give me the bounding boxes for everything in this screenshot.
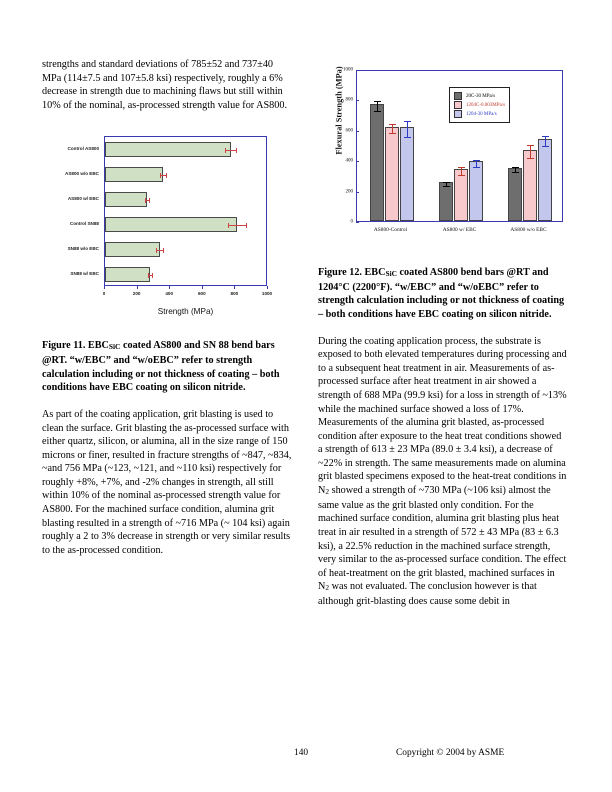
figure-11-error-cap	[246, 223, 247, 228]
figure-11-error-bar	[156, 250, 163, 251]
figure-12-bar	[508, 168, 522, 222]
figure-11-plot-area	[104, 136, 267, 286]
figure-11-caption-text-1: Figure 11. EBC	[42, 340, 109, 352]
figure-12-bar	[469, 161, 483, 221]
figure-11-caption	[42, 339, 292, 395]
figure-11-category-label: AS800 w/ EBC	[67, 195, 99, 201]
figure-12-error-cap	[512, 167, 519, 168]
figure-12-legend-entry	[454, 92, 505, 100]
figure-11-tick-label: 0	[102, 291, 106, 297]
figure-11-error-cap	[163, 248, 164, 253]
figure-11-category-label: SN88 w/o EBC	[67, 245, 99, 251]
figure-11-x-axis-title: Strength (MPa)	[157, 307, 214, 317]
figure-11-error-cap	[152, 273, 153, 278]
figure-12-error-bar	[461, 167, 462, 176]
figure-12-tick-label: 0	[350, 219, 353, 225]
figure-11-tick-label: 1000	[261, 291, 273, 297]
figure-11-tick-mark	[267, 286, 268, 289]
figure-12-error-cap	[542, 136, 549, 137]
figure-12-caption-text-2: coated AS800 bend bars @RT and 1204°C (2200°F). “w/EBC” and “w/oEBC” refer to strength calculation including or not thickness of coating – both conditions have EBC coating on silicon nitride.	[318, 267, 565, 320]
figure-12-legend-swatch	[454, 110, 462, 118]
figure-11-chart	[42, 125, 292, 325]
figure-11-tick-mark	[137, 286, 138, 289]
figure-11-error-cap	[156, 248, 157, 253]
figure-12-error-cap	[443, 182, 450, 183]
figure-12-tick-label: 1000	[343, 67, 353, 73]
figure-12-caption-subscript: SiC	[385, 269, 397, 279]
figure-12-bar	[538, 139, 552, 221]
figure-12-bar	[400, 127, 414, 221]
figure-12-error-bar	[476, 160, 477, 167]
figure-12-legend-label: 20C-30 MPa/s	[466, 93, 496, 99]
figure-12-tick-label: 400	[345, 158, 353, 164]
right-paragraph-1	[318, 335, 568, 609]
figure-12-error-cap	[458, 175, 465, 176]
figure-12-error-cap	[473, 160, 480, 161]
page-number: 140	[294, 748, 309, 758]
figure-11-error-cap	[225, 148, 226, 153]
figure-11-tick-label: 200	[132, 291, 141, 297]
figure-11-error-cap	[148, 273, 149, 278]
right-column	[318, 58, 568, 622]
figure-12-error-cap	[404, 121, 411, 122]
figure-12-error-cap	[512, 172, 519, 173]
figure-12-error-bar	[392, 124, 393, 133]
figure-12-error-cap	[389, 124, 396, 125]
left-paragraph-1: strengths and standard deviations of 785±52 and 737±40 MPa (114±7.5 and 107±5.8 ksi) respectively, roughly a 6% decrease in strength due to machining flaws but still within 10% of the nominal, as-processed strength value for AS800.	[42, 59, 288, 111]
figure-11-tick-mark	[104, 286, 105, 289]
figure-11-category-label: AS800 w/o EBC	[65, 170, 99, 176]
figure-11-tick-label: 800	[230, 291, 239, 297]
figure-11-category-label: SN88 w/ EBC	[70, 270, 99, 276]
figure-12-y-axis-title: Flexural Strength (MPa)	[334, 66, 344, 155]
figure-12-error-cap	[389, 133, 396, 134]
figure-12-error-bar	[377, 101, 378, 112]
figure-12-legend-label: 1204-30 MPa/s	[466, 111, 497, 117]
figure-12-bar	[454, 169, 468, 221]
figure-11-error-cap	[145, 198, 146, 203]
figure-11-bar	[105, 242, 160, 257]
figure-12-tick-label: 600	[345, 128, 353, 134]
right-paragraph-text-c: was not evaluated. The conclusion however is that although grit-blasting does cause some debit in	[318, 581, 537, 608]
figure-11-bar	[105, 267, 150, 282]
figure-11-error-cap	[236, 148, 237, 153]
figure-11-bar	[105, 217, 237, 232]
figure-12-tick-label: 800	[345, 97, 353, 103]
figure-12-bar	[385, 127, 399, 221]
figure-12-error-cap	[542, 146, 549, 147]
figure-12-error-bar	[407, 121, 408, 137]
figure-12-tick-mark	[356, 131, 359, 132]
figure-12-legend-label: 1204C-0.003MPa/s	[466, 102, 506, 108]
right-paragraph-text-a: During the coating application process, the substrate is exposed to both elevated temperatures during processing and to a subsequent heat treatment in air. Measurements of as-processed surface after heat treatment in air showed a strength of 688 MPa (99.9 ksi) for a loss in strength of ~13% while the machined surface showed a loss of 17%. Measurements of the alumina grit blasted, as-processed condition after exposure to the heat treat conditions showed a strength of 613 ± 23 MPa (89.0 ± 3.4 ksi), a decrease of ~22% in strength. The same measurements made on alumina grit blasted specimens exposed to the heat-treat conditions in N	[318, 335, 567, 497]
figure-12-caption	[318, 266, 568, 322]
figure-12-category-label: AS800-Control	[373, 227, 408, 233]
figure-12-tick-label: 200	[345, 189, 353, 195]
figure-12-error-cap	[374, 111, 381, 112]
left-column	[42, 58, 292, 570]
figure-11-bar	[105, 167, 163, 182]
figure-12-category-label: AS800 w/ EBC	[442, 227, 477, 233]
figure-11-category-label: Control AS800	[67, 145, 99, 151]
left-paragraph-2: As part of the coating application, grit blasting is used to clean the surface. Grit blasting the as-processed surface with either quartz, silicon, or alumina, all in the size range of 150 microns or finer, resulted in fracture strengths of ~847, ~834, ~and 756 MPa (~123, ~121, and ~110 ksi) respectively for roughly +8%, +7%, and -2% changes in strength, all still within 10% of the nominal as-processed strength value for AS800. For the machined surface condition, alumina grit blasting resulted in a strength of ~716 MPa (~ 104 ksi) again roughly a 2 to 3% decrease in strength or very similar results to the as-processed condition.	[42, 408, 292, 556]
figure-11-error-cap	[166, 173, 167, 178]
figure-12-bar	[439, 182, 453, 221]
figure-12-tick-mark	[356, 70, 359, 71]
figure-12-error-cap	[473, 167, 480, 168]
figure-12-error-bar	[530, 145, 531, 157]
figure-11-error-cap	[228, 223, 229, 228]
figure-11-caption-subscript: SiC	[108, 342, 121, 352]
figure-12-chart	[318, 62, 573, 250]
right-paragraph-text-b: showed a strength of ~730 MPa (~106 ksi) almost the same value as the grit blasted only condition. For the machined surface condition, alumina grit blasting plus heat treat in air resulted in a strength of 572 ± 43 MPa (83 ± 6.3 ksi), a 22.5% reduction in the machined surface strength, very similar to the as-processed surface condition. The effect of heat-treatment on the grit blasted, machined surfaces in N	[318, 485, 567, 593]
figure-12-tick-mark	[356, 100, 359, 101]
figure-12-legend-entry	[454, 101, 505, 109]
figure-11-bar	[105, 192, 147, 207]
figure-12-error-cap	[404, 137, 411, 138]
figure-12-legend-swatch	[454, 92, 462, 100]
figure-11-error-cap	[160, 173, 161, 178]
figure-11-error-bar	[225, 150, 236, 151]
figure-12-error-cap	[374, 101, 381, 102]
nitrogen-subscript-2: 2	[325, 583, 330, 593]
figure-12-error-bar	[545, 136, 546, 146]
figure-12-legend-swatch	[454, 101, 462, 109]
figure-12-error-cap	[458, 167, 465, 168]
figure-12-category-label: AS800 w/o EBC	[510, 227, 547, 233]
figure-12-bar	[370, 104, 384, 221]
figure-12-caption-text-1: Figure 12. EBC	[318, 267, 386, 278]
figure-11-category-label: Control SN88	[69, 220, 99, 226]
figure-11-tick-label: 600	[197, 291, 206, 297]
figure-12-error-cap	[527, 158, 534, 159]
figure-12-bar	[523, 150, 537, 221]
figure-11-tick-label: 400	[165, 291, 174, 297]
figure-12-tick-mark	[356, 222, 359, 223]
figure-11-bar	[105, 142, 231, 157]
figure-12-error-cap	[443, 186, 450, 187]
figure-11-tick-mark	[202, 286, 203, 289]
figure-11-error-bar	[228, 225, 246, 226]
figure-12-legend-entry	[454, 110, 505, 118]
figure-12-legend	[449, 87, 510, 123]
copyright-notice: Copyright © 2004 by ASME	[396, 748, 505, 758]
figure-12-tick-mark	[356, 192, 359, 193]
nitrogen-subscript-1: 2	[325, 487, 330, 497]
figure-11-tick-mark	[234, 286, 235, 289]
figure-11-caption-text-2: coated AS800 and SN 88 bend bars @RT. “w/EBC” and “w/oEBC” refer to strength calculation including or not thickness of coating – both conditions have EBC coating on silicon nitride.	[42, 340, 280, 394]
figure-11-tick-mark	[169, 286, 170, 289]
figure-12-error-cap	[527, 145, 534, 146]
figure-11-error-cap	[149, 198, 150, 203]
figure-12-tick-mark	[356, 161, 359, 162]
